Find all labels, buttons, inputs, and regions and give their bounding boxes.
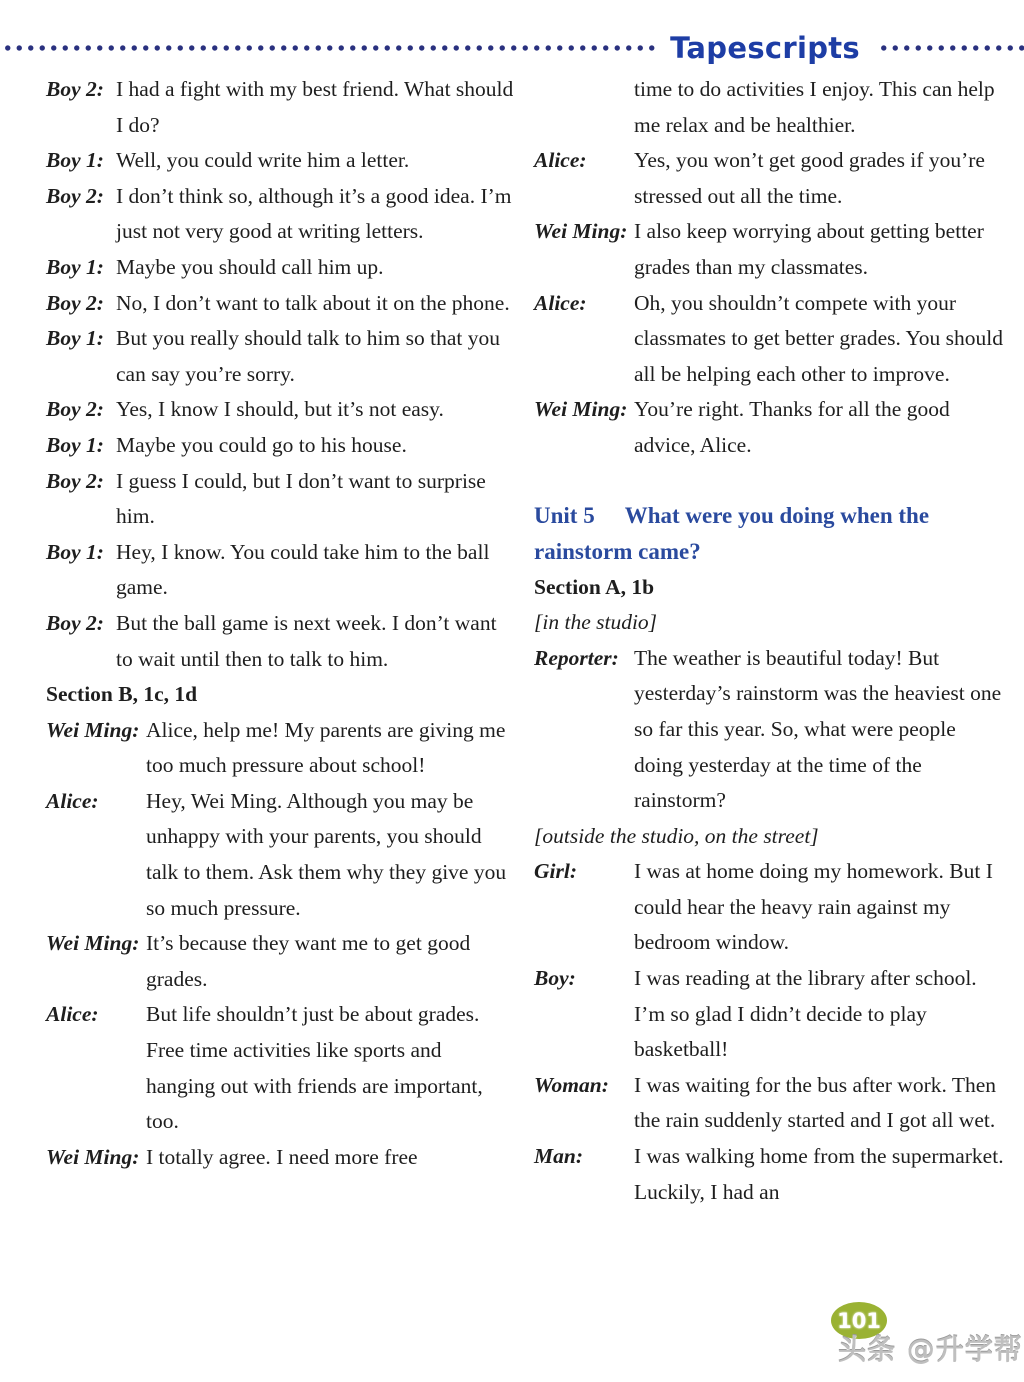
dialogue-entry — [46, 143, 516, 179]
dialogue-text: Yes, I know I should, but it’s not easy. — [116, 397, 444, 422]
dialogue-text: I was at home doing my homework. But I could hear the heavy rain against my bedroom window. — [634, 859, 993, 955]
unit-heading — [534, 498, 1004, 570]
dialogue-entry — [46, 428, 516, 464]
speaker-label: Wei Ming: — [46, 717, 140, 742]
dialogue-entry — [46, 179, 516, 250]
dialogue-entry — [534, 214, 1004, 285]
dialogue-entry — [46, 72, 516, 143]
page-header — [0, 30, 1024, 66]
speaker-label: Boy 2: — [46, 468, 104, 493]
speaker-label: Boy 2: — [46, 77, 104, 101]
speaker-label: Boy 1: — [46, 254, 104, 279]
dialogue-entry — [534, 392, 1004, 463]
speaker-label: Alice: — [46, 1002, 99, 1027]
dialogue-entry — [46, 606, 516, 677]
speaker-label: Wei Ming: — [534, 219, 628, 244]
dialogue-text: But you really should talk to him so that you can say you’re sorry. — [116, 326, 500, 386]
dialogue-entry — [534, 286, 1004, 393]
section-heading: Section A, 1b — [534, 574, 655, 599]
speaker-label: Reporter: — [534, 645, 619, 670]
dialogue-text: You’re right. Thanks for all the good advice, Alice. — [634, 397, 950, 457]
speaker-label: Boy 1: — [46, 432, 104, 457]
speaker-label: Alice: — [534, 290, 587, 315]
speaker-label: Girl: — [534, 859, 577, 884]
dialogue-entry — [46, 535, 516, 606]
dialogue-entry — [46, 250, 516, 286]
dialogue-text: time to do activities I enjoy. This can help me relax and be healthier. — [634, 77, 995, 137]
speaker-label: Boy 1: — [46, 148, 104, 173]
speaker-label: Boy 2: — [46, 610, 104, 635]
dialogue-entry — [534, 641, 1004, 819]
watermark-text: 头条 @升学帮 — [838, 1333, 1023, 1366]
dialogue-text: No, I don’t want to talk about it on the phone. — [116, 290, 510, 315]
dialogue-text: I don’t think so, although it’s a good idea. I’m just not very good at writing letters. — [116, 183, 512, 244]
dialogue-entry — [46, 286, 516, 322]
header-dots-left — [0, 41, 656, 55]
speaker-label: Boy 1: — [46, 539, 104, 564]
dialogue-entry — [46, 997, 516, 1139]
dialogue-entry — [46, 784, 516, 926]
speaker-label: Woman: — [534, 1072, 609, 1097]
dialogue-text: It’s because they want me to get good grades. — [146, 931, 471, 991]
speaker-label: Boy 2: — [46, 290, 104, 315]
dialogue-entry — [46, 464, 516, 535]
unit-title: What were you doing when the rainstorm came? — [534, 502, 930, 564]
dialogue-text: I was walking home from the supermarket. Luckily, I had an — [634, 1144, 1004, 1204]
speaker-label: Wei Ming: — [46, 1144, 140, 1169]
dialogue-entry — [46, 926, 516, 997]
dialogue-text: I totally agree. I need more free — [146, 1144, 418, 1169]
dialogue-text: Maybe you could go to his house. — [116, 432, 407, 457]
dialogue-entry — [46, 321, 516, 392]
speaker-label: Alice: — [46, 788, 99, 813]
section-heading: Section B, 1c, 1d — [46, 682, 198, 707]
dialogue-text: Alice, help me! My parents are giving me too much pressure about school! — [146, 717, 506, 778]
dialogue-text: But the ball game is next week. I don’t want to wait until then to talk to him. — [116, 610, 497, 671]
speaker-label: Boy 2: — [46, 397, 104, 422]
right-column — [534, 72, 1004, 1210]
speaker-label: Boy 1: — [46, 326, 104, 351]
dialogue-text: I guess I could, but I don’t want to surprise him. — [116, 468, 486, 529]
dialogue-entry — [534, 961, 1004, 1068]
speaker-label: Alice: — [534, 148, 587, 173]
dialogue-text: Hey, I know. You could take him to the ball game. — [116, 539, 490, 600]
speaker-label: Boy 2: — [46, 183, 104, 208]
unit-number: Unit 5 — [534, 502, 595, 528]
speaker-label: Man: — [534, 1144, 583, 1169]
dialogue-text: Maybe you should call him up. — [116, 254, 384, 279]
dialogue-text: I was waiting for the bus after work. Then the rain suddenly started and I got all wet. — [634, 1072, 997, 1133]
header-dots-right — [876, 41, 1024, 55]
dialogue-text: Yes, you won’t get good grades if you’re stressed out all the time. — [634, 148, 985, 208]
dialogue-text: I had a fight with my best friend. What should I do? — [116, 77, 514, 137]
dialogue-text: I was reading at the library after school. I’m so glad I didn’t decide to play basketball! — [634, 966, 977, 1062]
dialogue-entry — [46, 1140, 516, 1176]
speaker-label: Wei Ming: — [534, 397, 628, 422]
dialogue-text: But life shouldn’t just be about grades. Free time activities like sports and hanging out with friends are important, too. — [146, 1002, 483, 1134]
stage-direction: [outside the studio, on the street] — [534, 823, 819, 848]
dialogue-entry — [534, 854, 1004, 961]
dialogue-entry — [534, 143, 1004, 214]
speaker-label: Wei Ming: — [46, 931, 140, 956]
dialogue-text: Hey, Wei Ming. Although you may be unhappy with your parents, you should talk to them. Ask them why they give you so much pressure. — [146, 788, 507, 920]
dialogue-entry — [534, 72, 1004, 143]
dialogue-text: Oh, you shouldn’t compete with your classmates to get better grades. You should all be helping each other to improve. — [634, 290, 1004, 386]
stage-direction: [in the studio] — [534, 610, 658, 635]
dialogue-entry — [534, 1068, 1004, 1139]
dialogue-entry — [46, 713, 516, 784]
left-column — [46, 72, 516, 1210]
content-columns — [46, 72, 1004, 1210]
dialogue-entry — [46, 392, 516, 428]
dialogue-text: Well, you could write him a letter. — [116, 148, 410, 173]
page-number-badge: 101 — [831, 1302, 887, 1339]
dialogue-text: The weather is beautiful today! But yesterday’s rainstorm was the heaviest one so far this year. So, what were people doing yesterday at the time of the rainstorm? — [634, 645, 1002, 813]
dialogue-text: I also keep worrying about getting better grades than my classmates. — [634, 219, 984, 279]
dialogue-entry — [534, 1139, 1004, 1210]
page-title: Tapescripts — [670, 31, 860, 65]
speaker-label — [534, 72, 634, 143]
speaker-label: Boy: — [534, 966, 576, 991]
